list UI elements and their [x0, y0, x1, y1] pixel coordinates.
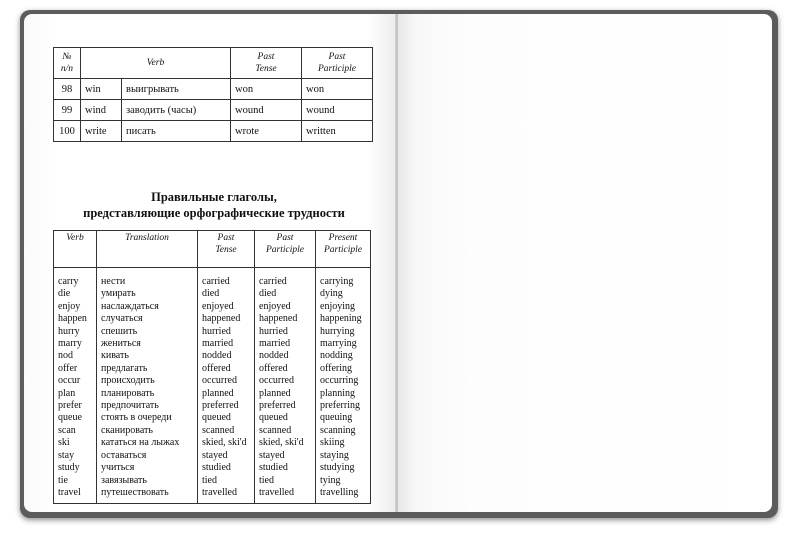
list-item: carried — [259, 276, 287, 287]
list-item: die — [58, 288, 71, 300]
list-item: study — [58, 462, 80, 474]
list-item: nod — [58, 350, 73, 362]
list-item: marrying — [320, 338, 357, 350]
header-past-tense: Past Tense — [198, 231, 255, 268]
list-item: scan — [58, 424, 76, 436]
list-item: studying — [320, 462, 355, 474]
header-past-tense: Past Tense — [231, 48, 302, 79]
header-number: № п/п — [54, 48, 81, 79]
verb-column — [54, 268, 97, 504]
table-row — [54, 79, 373, 100]
row-translation: выигрывать — [122, 79, 231, 100]
list-item: оставаться — [101, 449, 147, 461]
list-item: планировать — [101, 387, 155, 399]
list-item: happened — [259, 313, 298, 325]
row-past-tense: won — [231, 79, 302, 100]
list-item: предпочитать — [101, 400, 159, 412]
list-item: умирать — [101, 288, 136, 300]
regular-verbs-table — [53, 230, 371, 504]
list-item: путешествовать — [101, 486, 169, 498]
list-item: stayed — [202, 449, 228, 461]
list-item: nodded — [202, 350, 232, 362]
list-item: marry — [58, 338, 82, 350]
header-translation: Translation — [97, 231, 198, 268]
list-item: stayed — [259, 449, 285, 461]
table-header-row — [54, 231, 371, 268]
list-item: carry — [58, 276, 79, 287]
list-item: предлагать — [101, 362, 148, 374]
list-item: preferring — [320, 400, 360, 412]
row-past-tense: wrote — [231, 121, 302, 142]
table-body-row — [54, 268, 371, 504]
list-item: travelling — [320, 486, 359, 498]
list-item: tied — [259, 474, 274, 486]
list-item: происходить — [101, 375, 155, 387]
list-item: planned — [202, 387, 234, 399]
list-item: carried — [202, 276, 230, 287]
row-past-tense: wound — [231, 100, 302, 121]
list-item: scanned — [259, 424, 292, 436]
list-item: occurring — [320, 375, 359, 387]
table-header-row — [54, 48, 373, 79]
list-item: tying — [320, 474, 341, 486]
left-page — [24, 14, 396, 512]
list-item: studied — [202, 462, 231, 474]
list-item: prefer — [58, 400, 82, 412]
list-item: travelled — [202, 486, 237, 498]
row-past-participle: written — [302, 121, 373, 142]
list-item: hurried — [259, 325, 288, 337]
list-item: skied, ski'd — [202, 437, 247, 449]
list-item: enjoyed — [202, 300, 234, 312]
past-tense-column — [198, 268, 255, 504]
list-item: queue — [58, 412, 82, 424]
list-item: skied, ski'd — [259, 437, 304, 449]
row-past-participle: wound — [302, 100, 373, 121]
list-item: preferred — [202, 400, 239, 412]
list-item: happened — [202, 313, 241, 325]
list-item: carrying — [320, 276, 354, 287]
row-verb: wind — [81, 100, 122, 121]
list-item: occurred — [202, 375, 237, 387]
right-page — [398, 14, 772, 512]
row-past-participle: won — [302, 79, 373, 100]
list-item: наслаждаться — [101, 300, 159, 312]
list-item: planned — [259, 387, 291, 399]
list-item: happening — [320, 313, 362, 325]
list-item: occurred — [259, 375, 294, 387]
list-item: married — [202, 338, 234, 350]
list-item: scanned — [202, 424, 235, 436]
list-item: happen — [58, 313, 87, 325]
header-past-participle: Past Participle — [302, 48, 373, 79]
list-item: hurrying — [320, 325, 355, 337]
row-number: 100 — [54, 121, 81, 142]
list-item: offered — [202, 362, 231, 374]
open-book — [20, 10, 780, 522]
translation-column — [97, 268, 198, 504]
table-row — [54, 121, 373, 142]
list-item: travelled — [259, 486, 294, 498]
row-verb: write — [81, 121, 122, 142]
heading-line-1: Правильные глаголы, — [151, 190, 277, 204]
list-item: dying — [320, 288, 343, 300]
irregular-verbs-table — [53, 47, 373, 142]
section-heading — [54, 189, 374, 221]
list-item: died — [202, 288, 220, 300]
list-item: travel — [58, 486, 81, 498]
list-item: enjoy — [58, 300, 81, 312]
list-item: сканировать — [101, 424, 153, 436]
list-item: ski — [58, 437, 70, 449]
list-item: married — [259, 338, 291, 350]
list-item: жениться — [101, 338, 141, 350]
list-item: нести — [101, 276, 126, 287]
list-item: queuing — [320, 412, 353, 424]
list-item: offer — [58, 362, 78, 374]
list-item: studied — [259, 462, 288, 474]
list-item: offering — [320, 362, 353, 374]
list-item: hurried — [202, 325, 231, 337]
row-translation: заводить (часы) — [122, 100, 231, 121]
header-verb: Verb — [54, 231, 97, 268]
header-verb: Verb — [81, 48, 231, 79]
row-number: 98 — [54, 79, 81, 100]
past-participle-column — [255, 268, 316, 504]
row-translation: писать — [122, 121, 231, 142]
list-item: завязывать — [101, 474, 147, 486]
list-item: stay — [58, 449, 75, 461]
list-item: staying — [320, 449, 349, 461]
list-item: scanning — [320, 424, 356, 436]
list-item: enjoying — [320, 300, 355, 312]
list-item: died — [259, 288, 277, 300]
row-verb: win — [81, 79, 122, 100]
list-item: hurry — [58, 325, 80, 337]
list-item: queued — [202, 412, 231, 424]
list-item: nodded — [259, 350, 289, 362]
list-item: спешить — [101, 325, 138, 337]
list-item: кивать — [101, 350, 129, 362]
list-item: кататься на лыжах — [101, 437, 180, 449]
header-present-participle: Present Participle — [316, 231, 371, 268]
list-item: offered — [259, 362, 288, 374]
list-item: учиться — [101, 462, 135, 474]
list-item: стоять в очереди — [101, 412, 172, 424]
list-item: случаться — [101, 313, 143, 325]
table-row — [54, 100, 373, 121]
list-item: occur — [58, 375, 81, 387]
list-item: enjoyed — [259, 300, 291, 312]
row-number: 99 — [54, 100, 81, 121]
present-participle-column — [316, 268, 371, 504]
list-item: skiing — [320, 437, 345, 449]
heading-line-2: представляющие орфографические трудности — [83, 206, 345, 220]
list-item: queued — [259, 412, 288, 424]
header-past-participle: Past Participle — [255, 231, 316, 268]
list-item: nodding — [320, 350, 353, 362]
list-item: tie — [58, 474, 68, 486]
list-item: plan — [58, 387, 76, 399]
list-item: tied — [202, 474, 217, 486]
list-item: preferred — [259, 400, 296, 412]
list-item: planning — [320, 387, 355, 399]
